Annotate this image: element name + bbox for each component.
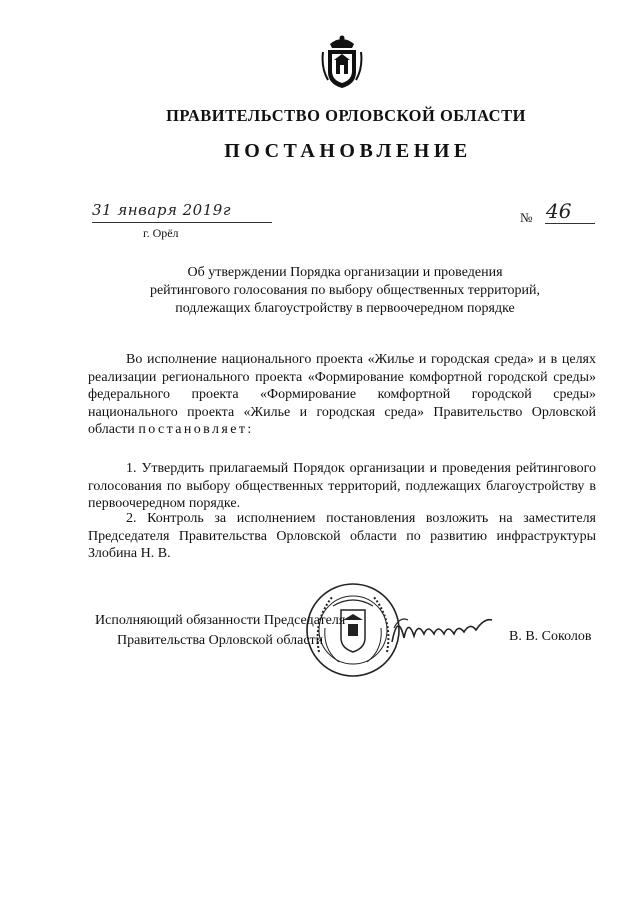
handwritten-number: 46 (546, 199, 572, 223)
position-line: Исполняющий обязанности Председателя (95, 613, 346, 628)
date-underline (92, 222, 272, 223)
number-underline (545, 223, 595, 224)
subject-line: подлежащих благоустройству в первоочередном порядке (175, 301, 515, 316)
number-label: № (520, 210, 533, 225)
preamble-paragraph (88, 351, 596, 439)
signature-icon (388, 608, 508, 648)
place: г. Орёл (143, 226, 179, 240)
organization-title: ПРАВИТЕЛЬСТВО ОРЛОВСКОЙ ОБЛАСТИ (166, 106, 526, 125)
document-subject (100, 264, 590, 318)
signatory-name: В. В. Соколов (509, 629, 592, 644)
item-1: 1. Утвердить прилагаемый Порядок организации и проведения рейтингового голосования по выбору общественных территорий, подлежащих благоустройству в первоочередном порядке. (88, 461, 596, 511)
preamble-text: Во исполнение национального проекта «Жилье и городская среда» и в целях реализации регионального проекта «Формирование комфортной городской среды» федерального проекта «Формирование комфортной городской среды» национального проекта «Жилье и городская среда» Правительство Орловской области (88, 352, 596, 437)
handwritten-date: 31 января 2019г (92, 201, 231, 219)
subject-line: Об утверждении Порядка организации и проведения (187, 265, 503, 280)
coat-of-arms-icon (320, 32, 364, 90)
signatory-position (95, 611, 345, 651)
date-field (92, 203, 272, 225)
document-type: ПОСТАНОВЛЕНИЕ (224, 140, 472, 162)
subject-line: рейтингового голосования по выбору общественных территорий, (149, 283, 541, 298)
position-line: Правительства Орловской области (117, 633, 324, 648)
decree-word: постановляет: (138, 422, 254, 437)
item-2: 2. Контроль за исполнением постановления возложить на заместителя Председателя Правительства Орловской области по развитию инфраструктуры Злобина Н. В. (88, 511, 596, 561)
